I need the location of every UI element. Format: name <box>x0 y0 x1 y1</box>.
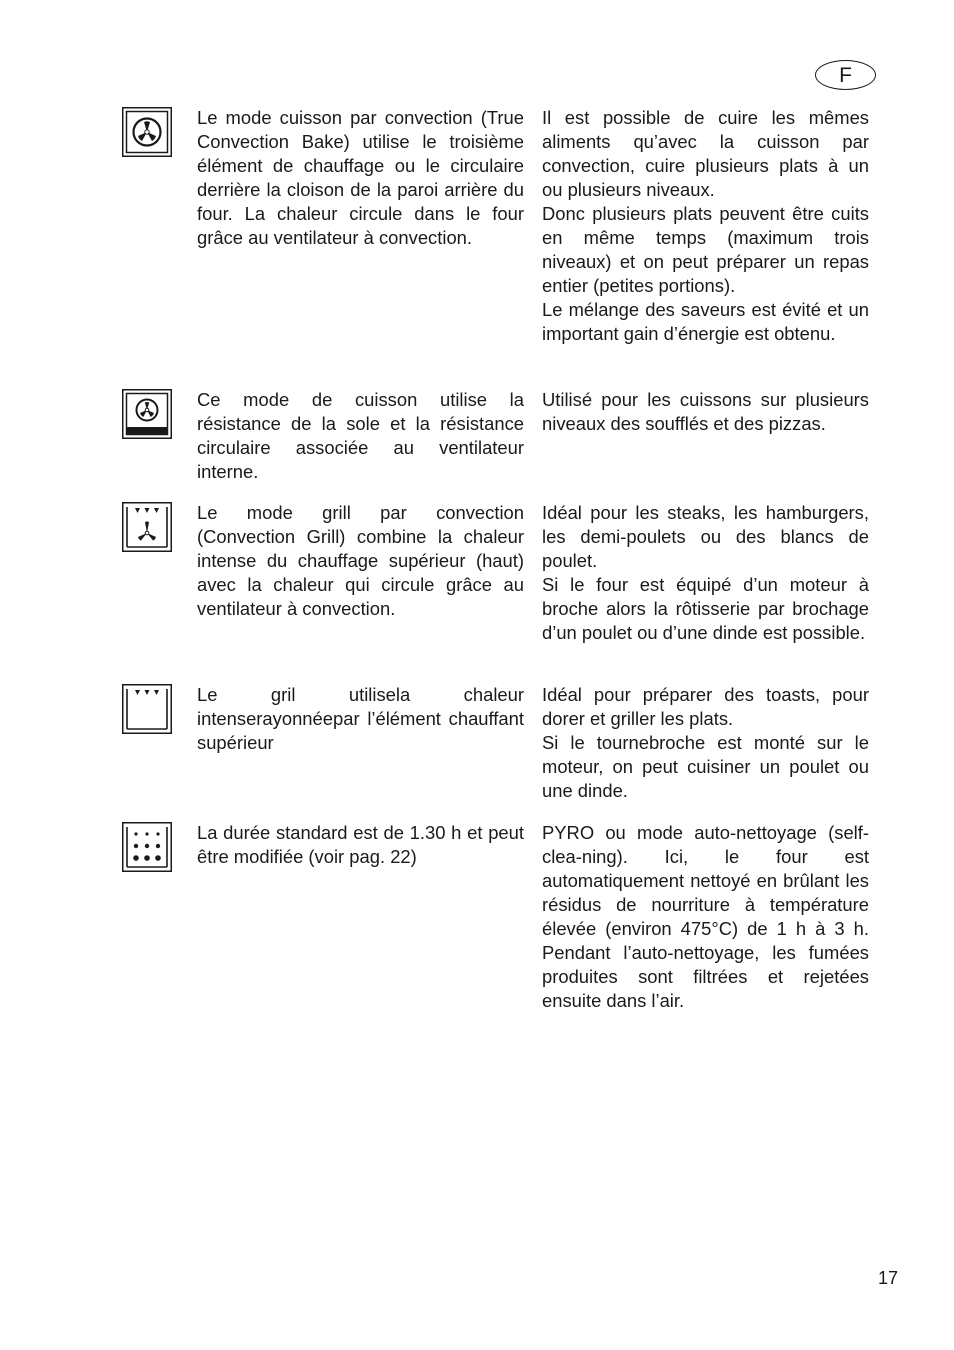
fan-bottom-heat-icon <box>122 389 172 439</box>
page-number: 17 <box>878 1268 899 1288</box>
mode-notes: PYRO ou mode auto-nettoyage (self-clea-ning). Ici, le four est automatiquement nettoyé en brûlant les résidus de nourriture à température élevée (environ 475°C) de 1 h à 3 h. Pendant l’auto-nettoyage, les fumées produites sont filtrées et rejetées ensuite dans l’air. <box>542 822 869 1011</box>
mode-description: La durée standard est de 1.30 h et peut être modifiée (voir pag. 22) <box>197 822 524 867</box>
mode-notes: Il est possible de cuire les mêmes aliments qu’avec la cuisson par convection, cuire plusieurs plats à un ou plusieurs niveaux. Donc plusieurs plats peuvent être cuits en même temps (maximum trois niveaux) et on peut préparer un repas entier (petites portions). Le mélange des saveurs est évité et un important gain d’énergie est obtenu. <box>542 107 869 344</box>
mode-description: Le mode grill par convection (Convection Grill) combine la chaleur intense du chauffage supérieur (haut) avec la chaleur qui circule grâce au ventilateur à convection. <box>197 502 524 619</box>
mode-notes: Utilisé pour les cuissons sur plusieurs niveaux des soufflés et des pizzas. <box>542 389 869 434</box>
true-convection-bake-icon <box>122 107 172 157</box>
mode-description: Le gril utilisela chaleur intenserayonnéepar l’élément chauffant supérieur <box>197 684 524 753</box>
mode-notes: Idéal pour les steaks, les hamburgers, les demi-poulets ou des blancs de poulet. Si le four est équipé d’un moteur à broche alors la rôtisserie par brochage d’un poulet ou d’une dinde est possible. <box>542 502 869 643</box>
pyrolytic-clean-icon <box>122 822 172 872</box>
mode-description: Le mode cuisson par convection (True Convection Bake) utilise le troisième élément de chauffage ou le circulaire derrière la cloison de la paroi arrière du four. La chaleur circule dans le four grâce au ventilateur à convection. <box>197 107 524 248</box>
mode-description: Ce mode de cuisson utilise la résistance de la sole et la résistance circulaire associée au ventilateur interne. <box>197 389 524 482</box>
convection-grill-icon <box>122 502 172 552</box>
grill-icon <box>122 684 172 734</box>
mode-notes: Idéal pour préparer des toasts, pour dorer et griller les plats. Si le tournebroche est monté sur le moteur, on peut cuisiner un poulet ou une dinde. <box>542 684 869 801</box>
language-badge: F <box>815 60 876 90</box>
